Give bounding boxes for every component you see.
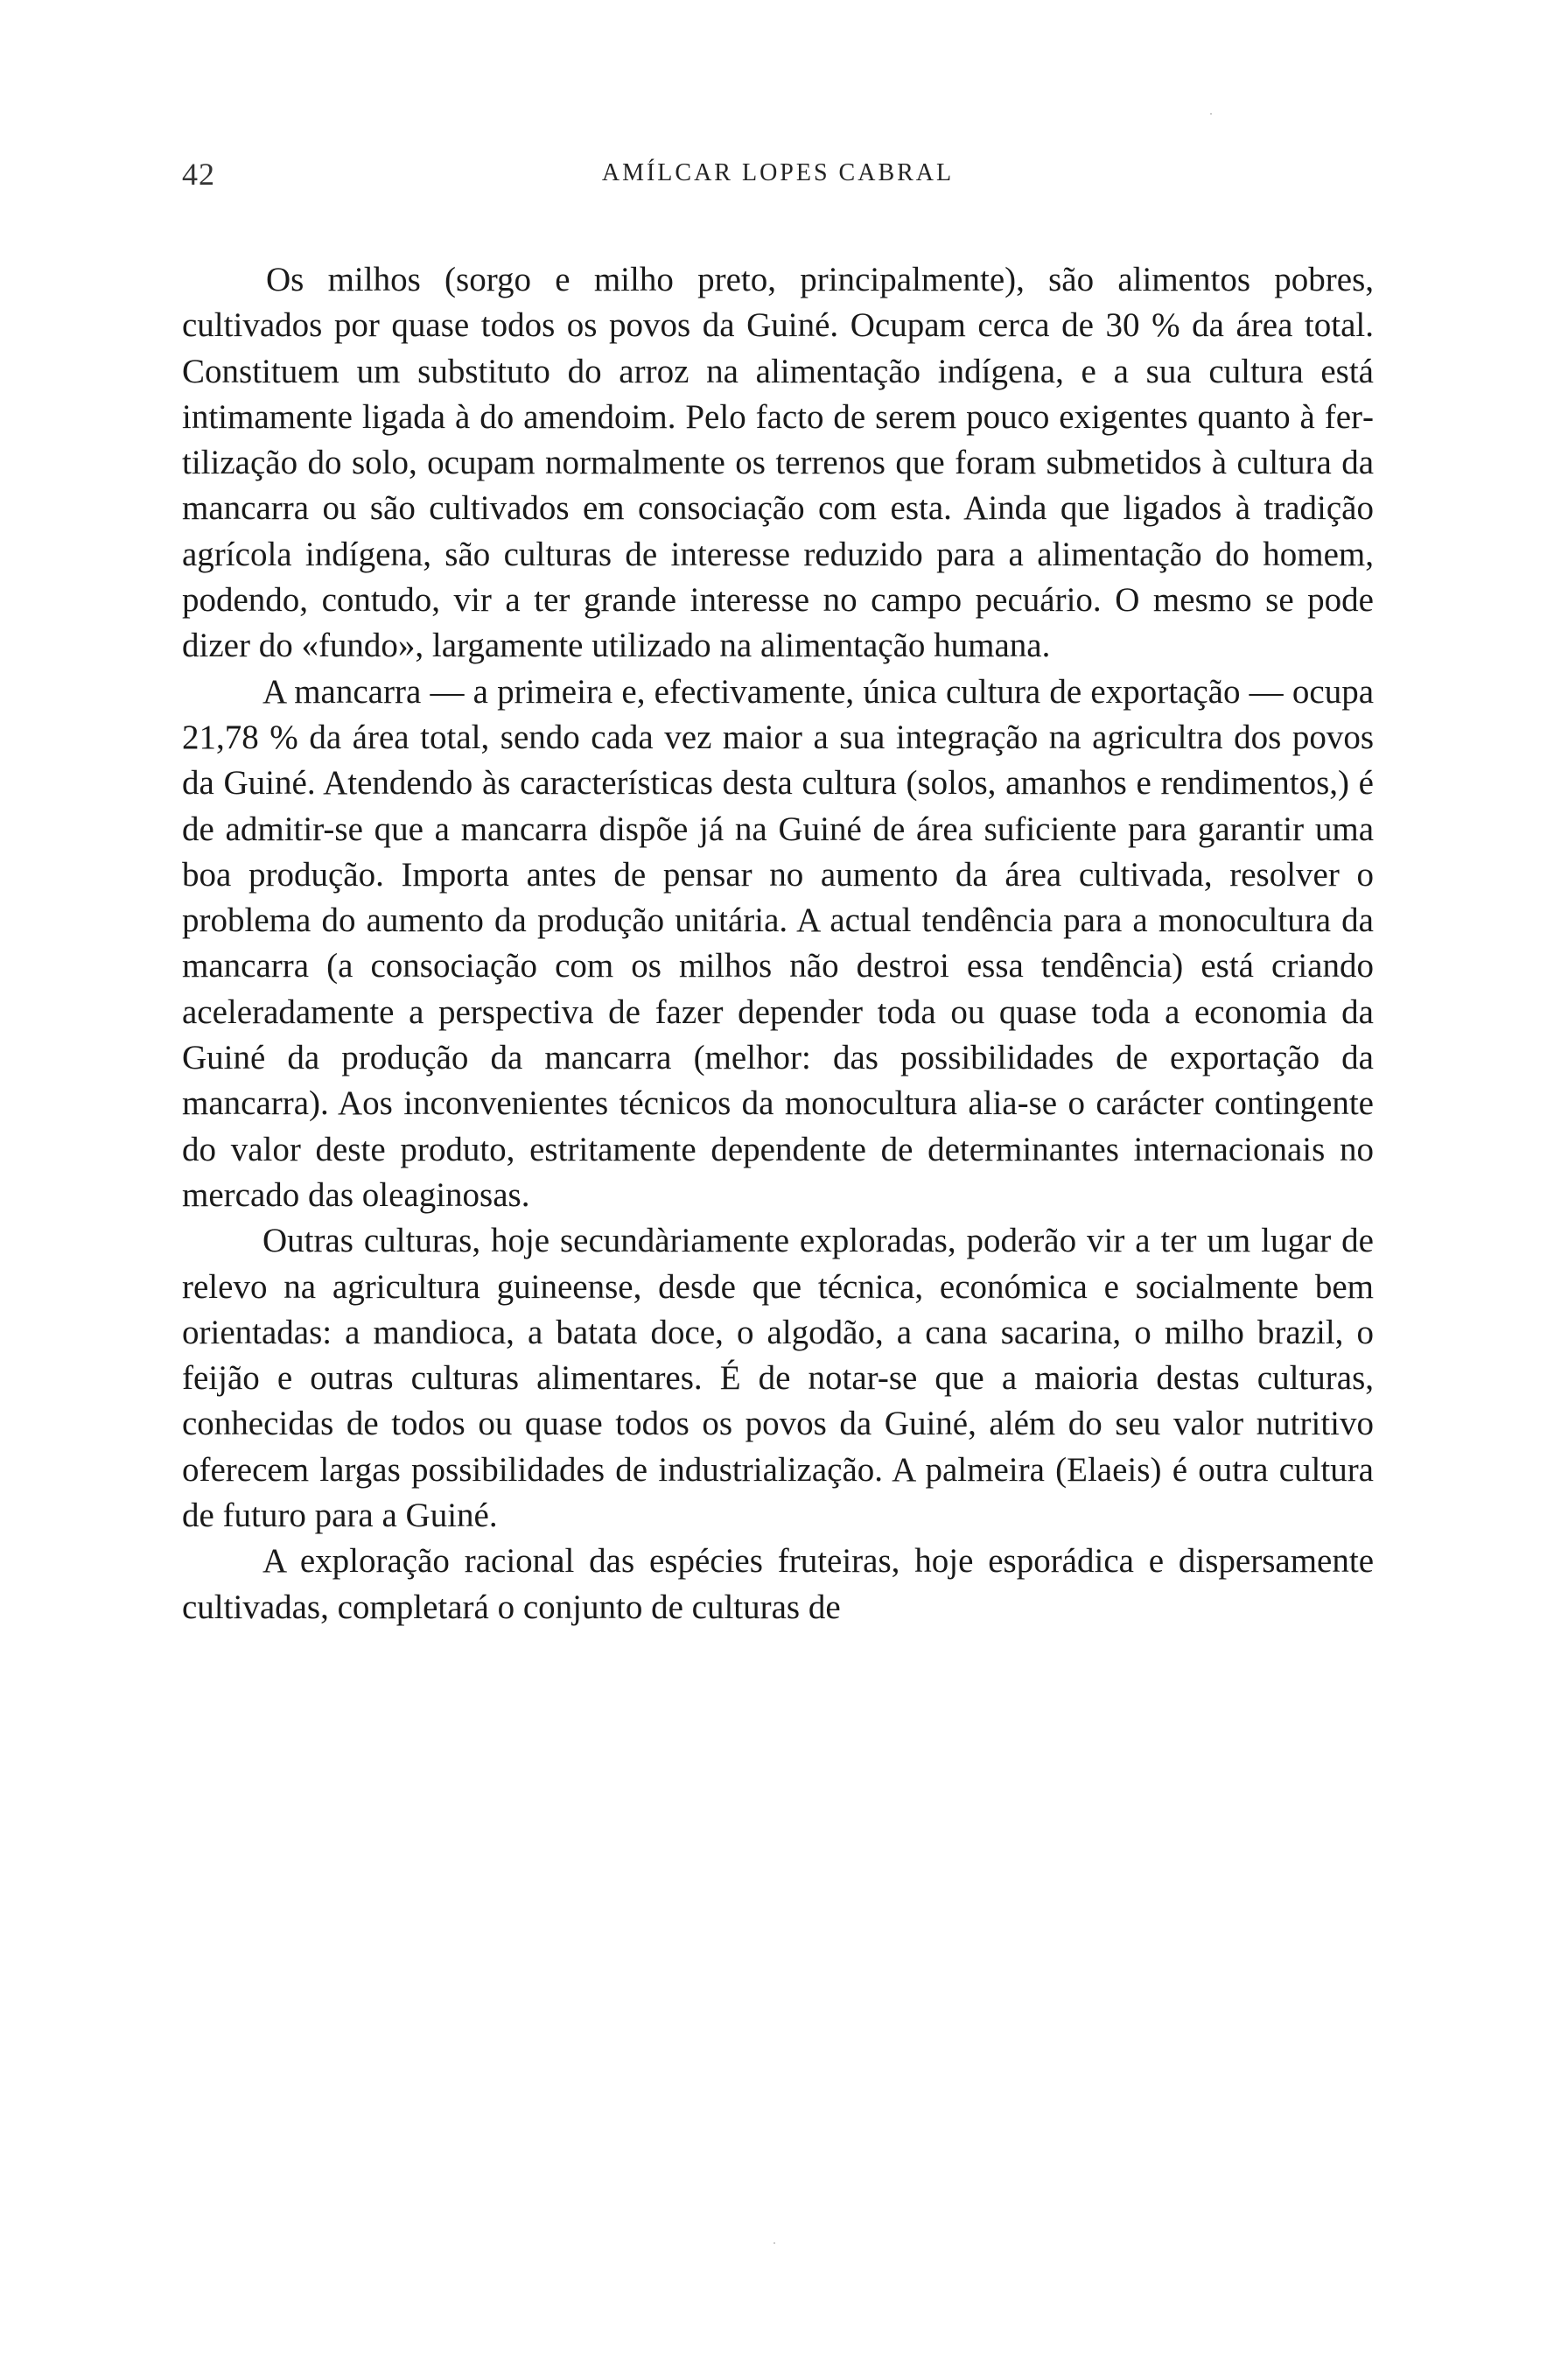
paragraph: A exploração racional das espécies fruteiras, hoje esporádica e dispersamente cultivadas, completará o conjunto de culturas de [182,1542,1374,1626]
paper-speck [1210,113,1212,115]
paragraph: Os milhos (sorgo e milho preto, principalmente), são alimentos pobres, cultivados por quase todos os povos da Guiné. Ocupam cerca de 30 % da área total. Constituem um substituto do arroz na alimentação indígena, e a sua cultura está intimamente ligada à do amendoim. Pelo facto de serem pouco exigentes quanto à fertilização do solo, ocupam normalmente os terrenos que foram submetidos à cultura da mancarra ou são cultivados em consociação com esta. Ainda que ligados à tradição agrícola indígena, são culturas de interesse reduzido para a alimentação do homem, podendo, contudo, vir a ter grande interesse no campo pecuário. O mesmo se pode dizer do «fundo», largamente utilizado na alimentação humana. [182,261,1374,665]
page-number: 42 [182,157,215,192]
paragraph: A mancarra — a primeira e, efectivamente, única cultura de exportação — ocupa 21,78 % da área total, sendo cada vez maior a sua integração na agricultra dos povos da Guiné. Atendendo às características desta cultura (solos, amanhos e rendimentos,) é de admitir-se que a mancarra dispõe já na Guiné de área suficiente para garantir uma boa produção. Importa antes de pensar no aumento da área cultivada, resolver o problema do aumento da produção unitária. A actual tendência para a monocultura da mancarra (a consociação com os milhos não destroi essa tendência) está criando aceleradamente a perspectiva de fazer depender toda ou quase toda a economia da Guiné da produção da mancarra (melhor: das possibilidades de exportação da mancarra). Aos inconvenientes técnicos da monocultura alia-se o carácter contingente do valor deste produto, estritamente dependente de determinantes internacionais no mercado das oleaginosas. [182,672,1374,1214]
running-head [182,156,1374,200]
paper-speck [774,2242,775,2244]
paragraph: Outras culturas, hoje secundàriamente exploradas, poderão vir a ter um lugar de relevo na agricultura guineense, desde que técnica, económica e socialmente bem orientadas: a mandioca, a batata doce, o algodão, a cana sacarina, o milho brazil, o feijão e outras culturas alimentares. É de notar-se que a maioria destas culturas, conhecidas de todos ou quase todos os povos da Guiné, além do seu valor nutritivo oferecem largas possibilidades de industrialização. A palmeira (Elaeis) é outra cultura de futuro para a Guiné. [182,1222,1374,1535]
running-title: AMÍLCAR LOPES CABRAL [601,159,955,186]
body-text [182,257,1374,1630]
